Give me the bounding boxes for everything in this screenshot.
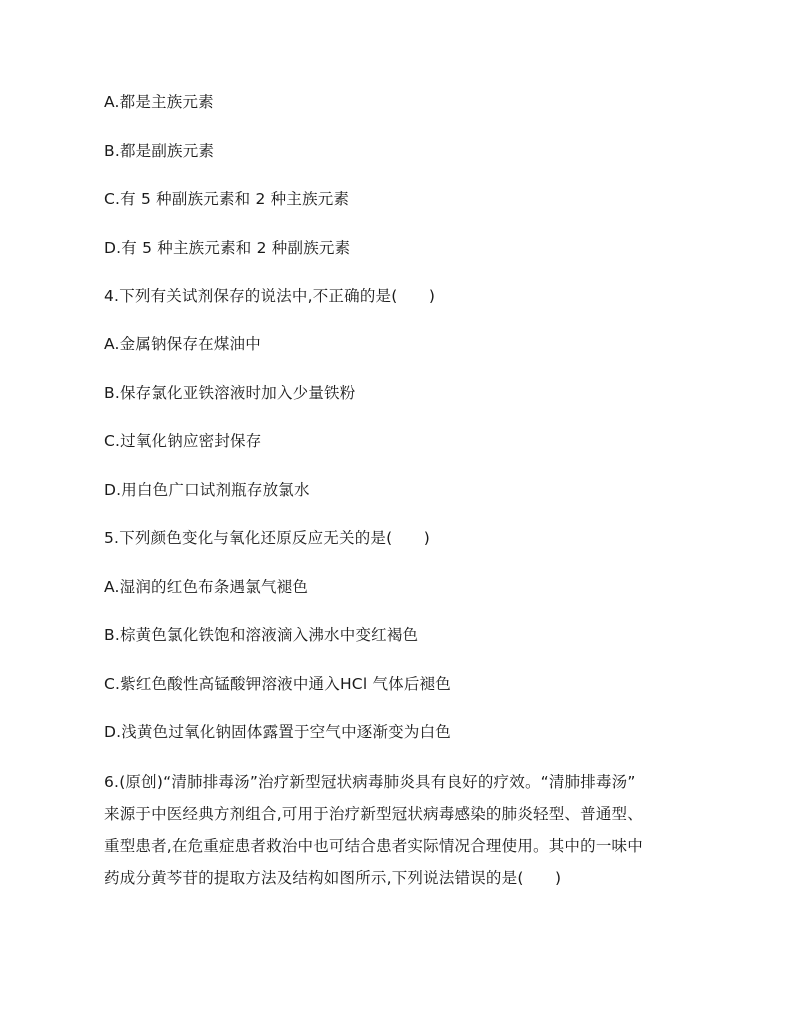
q6-line-1: 6.(原创)“清肺排毒汤”治疗新型冠状病毒肺炎具有良好的疗效。“清肺排毒汤” [104,773,636,791]
q4-option-a: A.金属钠保存在煤油中 [104,335,261,353]
q5-option-c: C.紫红色酸性高锰酸钾溶液中通入HCl 气体后褪色 [104,675,451,693]
q4-option-d: D.用白色广口试剂瓶存放氯水 [104,481,310,499]
q5-option-d: D.浅黄色过氧化钠固体露置于空气中逐渐变为白色 [104,723,451,741]
q6-line-4: 药成分黄芩苷的提取方法及结构如图所示,下列说法错误的是( ) [104,869,562,887]
q5-option-a: A.湿润的红色布条遇氯气褪色 [104,578,309,596]
q4-stem: 4.下列有关试剂保存的说法中,不正确的是( ) [104,287,436,305]
q6-line-3: 重型患者,在危重症患者救治中也可结合患者实际情况合理使用。其中的一味中 [104,837,643,855]
q3-option-a: A.都是主族元素 [104,93,214,111]
q5-option-b: B.棕黄色氯化铁饱和溶液滴入沸水中变红褐色 [104,626,419,644]
q4-option-c: C.过氧化钠应密封保存 [104,432,262,450]
q5-stem: 5.下列颜色变化与氧化还原反应无关的是( ) [104,529,430,547]
q3-option-b: B.都是副族元素 [104,142,215,160]
q6-stem [104,766,714,894]
q4-option-b: B.保存氯化亚铁溶液时加入少量铁粉 [104,384,356,402]
q3-option-c: C.有 5 种副族元素和 2 种主族元素 [104,190,350,208]
q6-line-2: 来源于中医经典方剂组合,可用于治疗新型冠状病毒感染的肺炎轻型、普通型、 [104,805,643,823]
q3-option-d: D.有 5 种主族元素和 2 种副族元素 [104,239,351,257]
